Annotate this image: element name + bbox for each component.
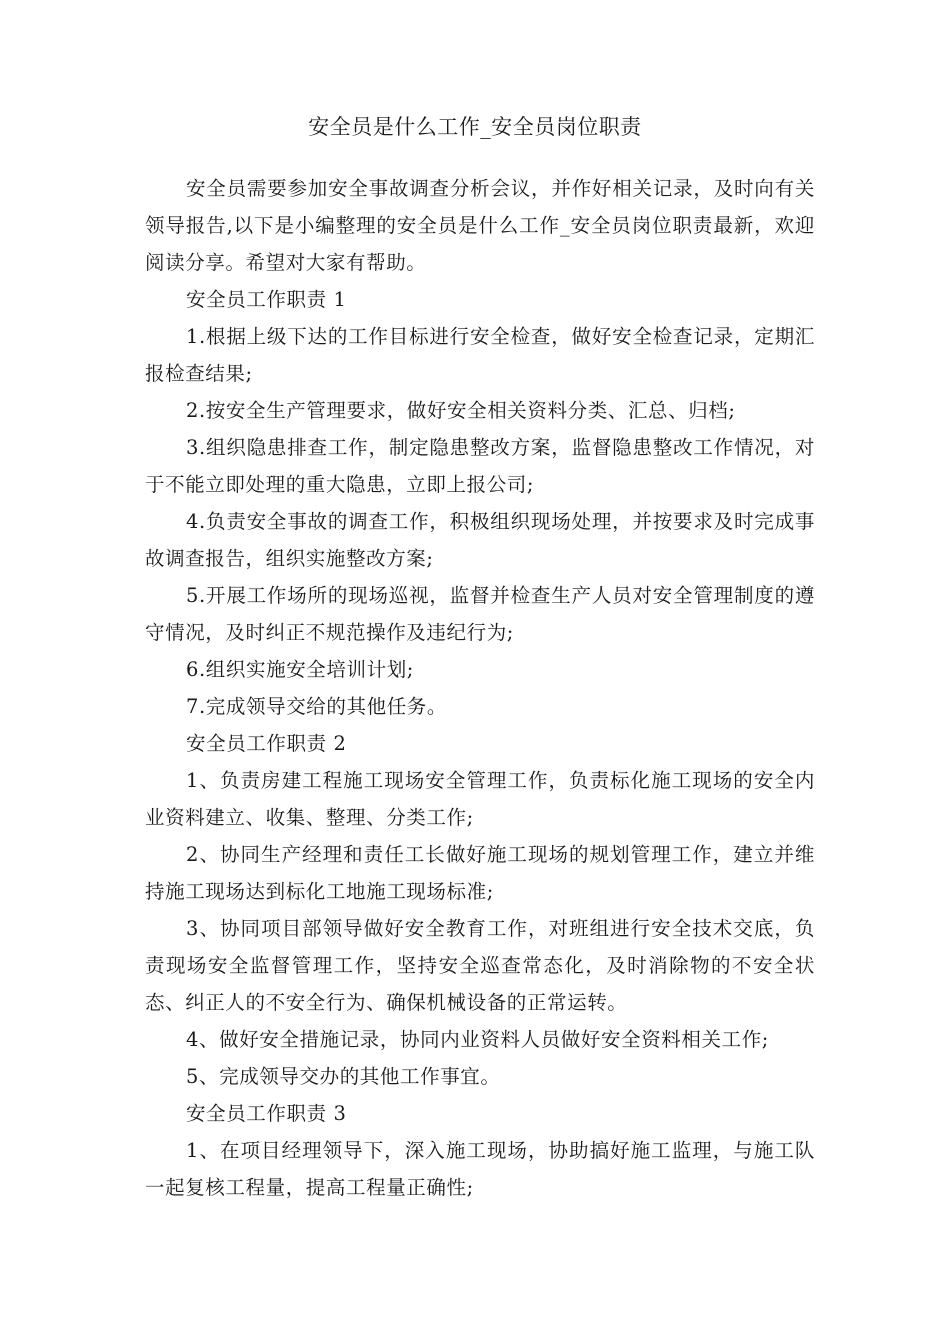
- duty-item: 7.完成领导交给的其他任务。: [186, 695, 448, 718]
- duty-item: 2.按安全生产管理要求，做好安全相关资料分类、汇总、归档;: [186, 399, 736, 422]
- duty-item: 2、协同生产经理和责任工长做好施工现场的规划管理工作，建立并维持施工现场达到标化工地施工现场标准;: [145, 843, 815, 903]
- section-heading: 安全员工作职责 1: [186, 288, 347, 311]
- section-heading: 安全员工作职责 2: [186, 732, 347, 755]
- document-title: 安全员是什么工作_安全员岗位职责: [308, 115, 642, 139]
- duty-item: 3、协同项目部领导做好安全教育工作，对班组进行安全技术交底，负责现场安全监督管理工作，坚持安全巡查常态化，及时消除物的不安全状态、纠正人的不安全行为、确保机械设备的正常运转。: [145, 917, 815, 1014]
- duty-item: 6.组织实施安全培训计划;: [186, 658, 414, 681]
- duty-item: 5、完成领导交办的其他工作事宜。: [186, 1065, 501, 1088]
- duty-item: 4.负责安全事故的调查工作，积极组织现场处理，并按要求及时完成事故调查报告，组织实施整改方案;: [145, 510, 815, 570]
- duty-item: 1.根据上级下达的工作目标进行安全检查，做好安全检查记录，定期汇报检查结果;: [145, 325, 815, 385]
- duty-item: 1、负责房建工程施工现场安全管理工作，负责标化施工现场的安全内业资料建立、收集、整理、分类工作;: [145, 769, 815, 829]
- section-heading: 安全员工作职责 3: [186, 1102, 347, 1125]
- duty-item: 4、做好安全措施记录，协同内业资料人员做好安全资料相关工作;: [186, 1028, 769, 1051]
- duty-item: 5.开展工作场所的现场巡视，监督并检查生产人员对安全管理制度的遵守情况，及时纠正不规范操作及违纪行为;: [145, 584, 815, 644]
- intro-paragraph: 安全员需要参加安全事故调查分析会议，并作好相关记录，及时向有关领导报告,以下是小编整理的安全员是什么工作_安全员岗位职责最新，欢迎阅读分享。希望对大家有帮助。: [145, 177, 815, 274]
- duty-item: 3.组织隐患排查工作，制定隐患整改方案，监督隐患整改工作情况，对于不能立即处理的重大隐患，立即上报公司;: [145, 436, 815, 496]
- document-body: [145, 170, 815, 1206]
- duty-item: 1、在项目经理领导下，深入施工现场，协助搞好施工监理，与施工队一起复核工程量，提高工程量正确性;: [145, 1139, 815, 1199]
